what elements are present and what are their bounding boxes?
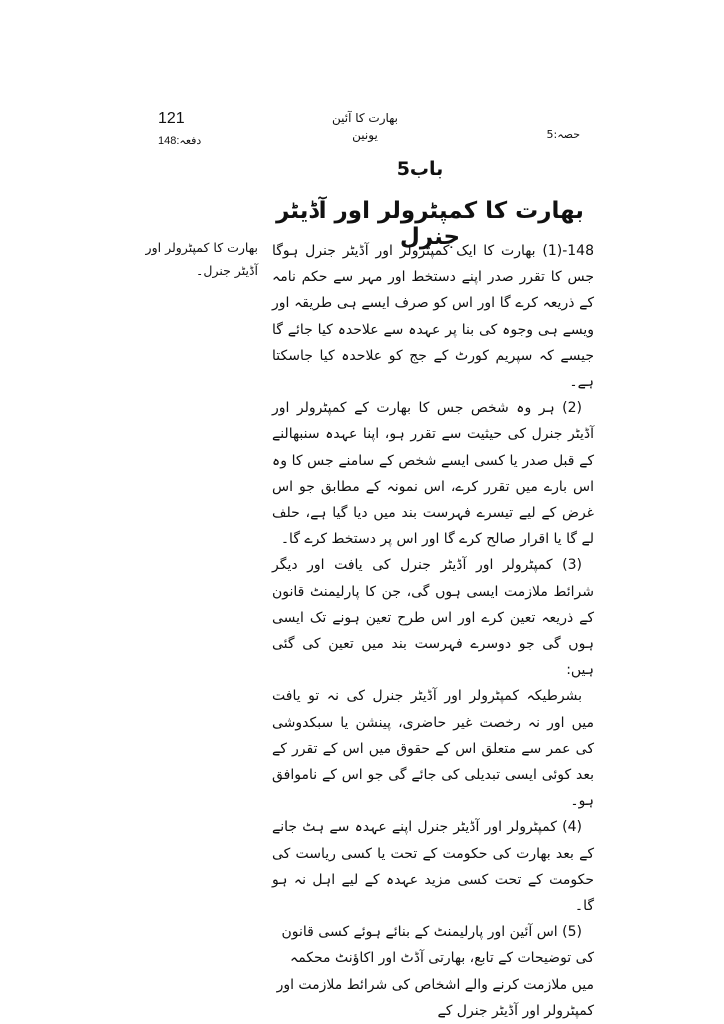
paragraph-proviso: بشرطیکہ کمپٹرولر اور آڈیٹر جنرل کی نہ تو یافت میں اور نہ رخصت غیر حاضری، پینشن یا سبکدوشی کی عمر سے متعلق اس کے حقوق میں اس کے تقرر کے بعد کوئی ایسی تبدیلی کی جائے گی جو اس کے ناموافق ہو۔ <box>272 688 594 810</box>
section-label: دفعہ:148 <box>158 135 202 147</box>
book-title: بھارت کا آئین <box>331 111 399 125</box>
paragraph-148-5: (5) اس آئین اور پارلیمنٹ کے بنائے ہوئے کسی قانون کی توضیحات کے تابع، بھارتی آڈٹ اور اکاؤنٹ محکمہ میں ملازمت کرنے والے اشخاص کی شرائط ملازمت اور کمپٹرولر اور آڈیٹر جنرل کے <box>276 924 594 1019</box>
paragraph-148-1: 148-(1) بھارت کا ایک کمپٹرولر اور آڈیٹر جنرل ہوگا جس کا تقرر صدر اپنے دستخط اور مہر سے حکم نامہ کے ذریعہ کرے گا اور اس کو صرف ایسے ہی طریقہ اور ویسے ہی وجوہ کی بنا پر عہدہ سے علاحدہ کیا جائے گا جیسے کہ سپریم کورٹ کے جج کو علاحدہ کیا جاسکتا ہے۔ <box>272 243 594 391</box>
chapter-heading: باب5 <box>396 158 444 180</box>
part-label: حصہ:5 <box>546 128 580 141</box>
chapter-title: بھارت کا کمپٹرولر اور آڈیٹر جنرل <box>276 198 584 250</box>
marginal-note: بھارت کا کمپٹرولر اور آڈیٹر جنرل۔ <box>145 240 258 278</box>
paragraph-148-3: (3) کمپٹرولر اور آڈیٹر جنرل کی یافت اور دیگر شرائط ملازمت ایسی ہوں گی، جن کا پارلیمنٹ قانون کے ذریعہ تعین کرے اور اس طرح تعین ہونے تک ایسی ہوں گی جو دوسرے فہرست بند میں تعین کی گئی ہیں: <box>272 557 594 679</box>
header-left <box>158 110 201 147</box>
book-subtitle: یونین <box>352 128 378 142</box>
paragraph-148-2: (2) ہر وہ شخص جس کا بھارت کے کمپٹرولر اور آڈیٹر جنرل کی حیثیت سے تقرر ہو، اپنا عہدہ سنبھالنے کے قبل صدر یا کسی ایسے شخص کے سامنے جس کا وہ اس بارے میں تقرر کرے، اس نمونہ کے مطابق جو اس غرض کے لیے تیسرے فہرست بند میں دیا گیا ہے، حلف لے گا یا اقرار صالح کرے گا اور اس پر دستخط کرے گا۔ <box>272 400 594 548</box>
page-number: 121 <box>158 110 185 127</box>
header-center <box>300 110 430 144</box>
paragraph-148-4: (4) کمپٹرولر اور آڈیٹر جنرل اپنے عہدہ سے ہٹ جانے کے بعد بھارت کی حکومت کے تحت یا کسی ریاست کی حکومت کے تحت کسی مزید عہدہ کے لیے اہل نہ ہو گا۔ <box>272 819 594 915</box>
article-body <box>272 238 594 1024</box>
